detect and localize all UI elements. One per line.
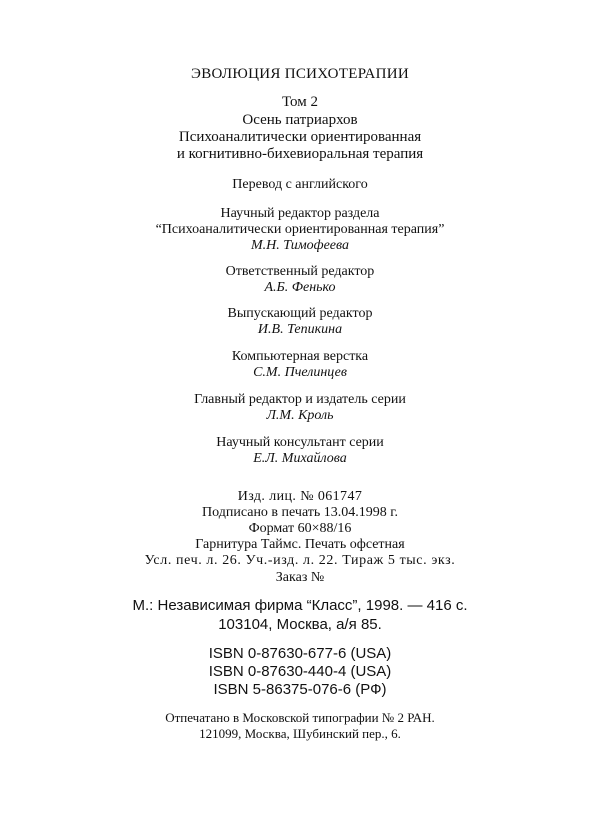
printer-line-1: Отпечатано в Московской типографии № 2 РАН. [165,710,435,725]
printer-line-2: 121099, Москва, Шубинский пер., 6. [199,726,401,741]
sheets-line: Усл. печ. л. 26. Уч.-изд. л. 22. Тираж 5 тыс. экз. [144,553,456,568]
responsible-editor-name: А.Б. Фенько [264,280,336,295]
responsible-editor-role: Ответственный редактор [225,264,375,279]
release-editor-name: И.В. Тепикина [257,322,343,337]
publisher-line-1: М.: Независимая фирма “Класс”, 1998. — 416 с. [132,597,468,614]
layout-name: С.М. Пчелинцев [253,365,347,380]
order-line: Заказ № [275,570,325,585]
layout-role: Компьютерная верстка [231,349,369,364]
volume-title: Осень патриархов [242,112,358,128]
format-line: Формат 60×88/16 [248,521,352,536]
consultant-name: Е.Л. Михайлова [253,451,347,466]
translation-note: Перевод с английского [232,177,368,192]
isbn-3: ISBN 5-86375-076-6 (РФ) [213,681,387,698]
isbn-2: ISBN 0-87630-440-4 (USA) [208,663,392,680]
science-editor-section: “Психоаналитически ориентированная терапия” [155,222,445,237]
volume-number: Том 2 [282,94,318,110]
signed-line: Подписано в печать 13.04.1998 г. [202,505,398,520]
science-editor-name: М.Н. Тимофеева [250,238,349,253]
release-editor-role: Выпускающий редактор [227,306,373,321]
chief-editor-role: Главный редактор и издатель серии [194,392,406,407]
chief-editor-name: Л.М. Кроль [266,408,334,423]
volume-title-line-3: и когнитивно-бихевиоральная терапия [176,146,424,162]
science-editor-role: Научный редактор раздела [220,206,380,221]
typeface-line: Гарнитура Таймс. Печать офсетная [195,537,405,552]
isbn-1: ISBN 0-87630-677-6 (USA) [208,645,392,662]
volume-title-line-2: Психоаналитически ориентированная [178,129,422,145]
series-title: ЭВОЛЮЦИЯ ПСИХОТЕРАПИИ [191,66,409,82]
license-line: Изд. лиц. № 061747 [237,489,363,504]
consultant-role: Научный консультант серии [216,435,384,450]
publisher-line-2: 103104, Москва, а/я 85. [218,616,382,633]
